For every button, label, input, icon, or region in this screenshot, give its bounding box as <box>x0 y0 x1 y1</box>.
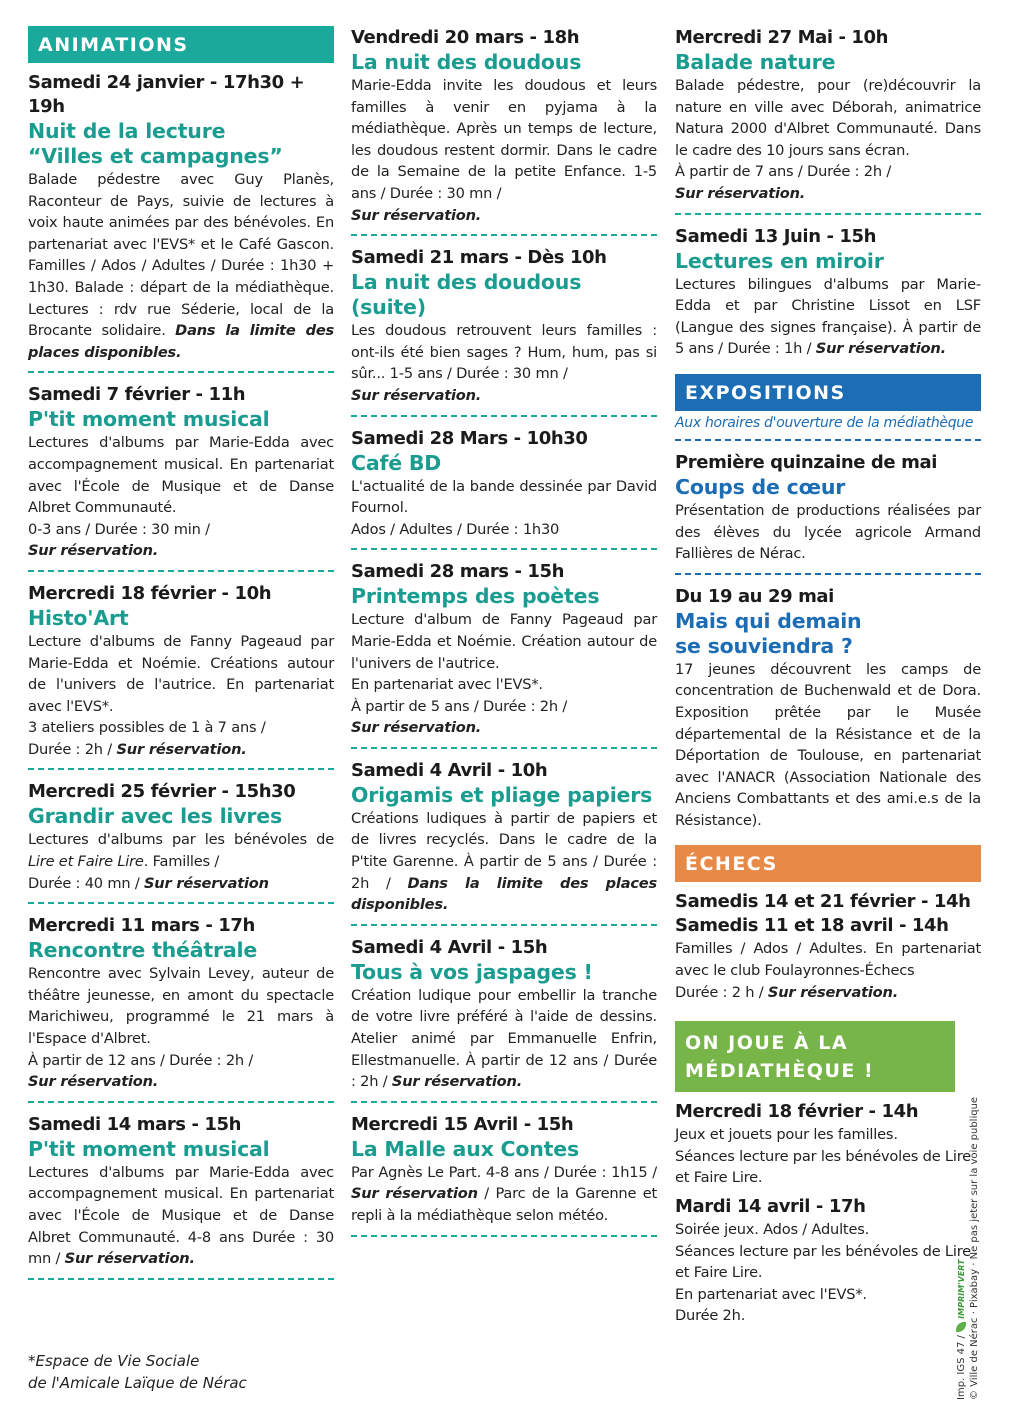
text-segment: Durée : 2h / <box>28 740 117 758</box>
dashed-divider <box>28 1278 334 1280</box>
event-date: Samedi 28 Mars - 10h30 <box>351 427 588 449</box>
description-paragraph <box>675 659 981 832</box>
description-paragraph <box>351 985 657 1093</box>
event-date: Samedi 14 mars - 15h <box>28 1113 242 1135</box>
event-date: Vendredi 20 mars - 18h <box>351 27 580 48</box>
event-description <box>675 274 981 360</box>
dashed-divider <box>351 1101 657 1103</box>
section-header: ÉCHECS <box>675 845 981 882</box>
description-paragraph <box>351 1162 657 1227</box>
text-segment: En partenariat avec l'EVS*. <box>351 676 543 694</box>
emphasis-text: Sur réservation <box>351 1185 478 1203</box>
emphasis-text: Sur réservation. <box>28 1073 159 1091</box>
description-paragraph <box>351 696 657 718</box>
emphasis-text: Sur réservation. <box>351 719 482 737</box>
event-date: Mercredi 15 Avril - 15h <box>351 1113 574 1135</box>
emphasis-text: Lire et Faire Lire <box>28 853 144 871</box>
event-title: La nuit des doudous (suite) <box>351 270 582 320</box>
description-paragraph <box>675 982 981 1004</box>
event-description <box>28 631 334 761</box>
text-segment: Jeux et jouets pour les familles. <box>675 1126 898 1144</box>
text-segment: Créations ludiques à partir de papiers et de livres recyclés. Dans le cadre de la P'tite Garenne. À partir de 5 ans / Durée : 2h / <box>351 809 657 892</box>
event-item <box>675 1195 981 1327</box>
description-paragraph <box>351 320 657 385</box>
description-paragraph <box>675 1146 981 1189</box>
description-paragraph <box>28 169 334 363</box>
emphasis-text: Sur réservation. <box>767 983 899 1001</box>
event-date: Première quinzaine de mai <box>675 451 937 473</box>
event-date: Samedi 13 Juin - 15h <box>675 225 877 247</box>
event-description <box>675 500 981 565</box>
description-paragraph <box>675 1284 981 1306</box>
description-paragraph <box>28 1050 334 1072</box>
text-segment: Lectures d'albums par Marie-Edda avec accompagnement musical. En partenariat avec l'École de Musique et de Danse Albret Communauté. <box>28 434 334 517</box>
event-date: Samedi 28 mars - 15h <box>351 561 565 583</box>
event-title: P'tit moment musical <box>28 1136 270 1161</box>
dashed-divider <box>675 213 981 215</box>
event-item <box>351 936 657 1093</box>
event-title: Histo'Art <box>28 605 129 630</box>
dashed-divider <box>28 768 334 770</box>
event-description <box>675 1219 981 1327</box>
description-paragraph <box>28 873 334 895</box>
text-segment: Séances lecture par les bénévoles de Lire et Faire Lire. <box>675 1242 971 1282</box>
event-title: Rencontre théâtrale <box>28 938 258 963</box>
event-item <box>28 1113 334 1270</box>
description-paragraph <box>675 183 981 205</box>
section-header: EXPOSITIONS <box>675 374 981 411</box>
event-title: Mais qui demain <box>675 608 862 633</box>
text-segment: Rencontre avec Sylvain Levey, auteur de théâtre jeunesse, en amont du spectacle Marichiweu, programmé le 21 mars à l'Espace d'Albret. <box>28 965 334 1048</box>
dashed-divider <box>675 573 981 575</box>
description-paragraph <box>675 1241 981 1284</box>
event-date: Samedi 21 mars - Dès 10h <box>351 247 607 269</box>
text-segment: Lecture d'album de Fanny Pageaud par Marie-Edda et Noémie. Création autour de l'univers de l'autrice. <box>351 611 657 672</box>
event-description <box>351 609 657 739</box>
event-title: se souviendra ? <box>675 633 853 658</box>
event-title: Café BD <box>351 450 442 475</box>
text-segment: À partir de 5 ans / Durée : 2h / <box>351 697 568 715</box>
event-date: Du 19 au 29 mai <box>675 585 834 607</box>
event-date: Mercredi 11 mars - 17h <box>28 915 255 937</box>
dashed-divider <box>351 924 657 926</box>
dashed-divider <box>28 570 334 572</box>
column-middle <box>351 26 657 1247</box>
text-segment: À partir de 7 ans / Durée : 2h / <box>675 163 892 181</box>
description-paragraph <box>675 1305 981 1327</box>
dashed-divider <box>351 415 657 417</box>
text-segment: / Parc de la Garenne et repli à la médiathèque selon météo. <box>351 1185 657 1224</box>
description-paragraph <box>675 75 981 161</box>
event-date: Samedis 11 et 18 avril - 14h <box>675 915 949 937</box>
text-segment: Durée : 2 h / <box>675 983 768 1001</box>
description-paragraph <box>351 674 657 696</box>
event-description <box>351 320 657 406</box>
dashed-divider <box>351 548 657 550</box>
column-right <box>675 26 981 1333</box>
description-paragraph <box>28 432 334 518</box>
description-paragraph <box>675 500 981 565</box>
dashed-divider <box>351 747 657 749</box>
imprimvert-logo: IMPRIM'VERT <box>957 1259 966 1319</box>
description-paragraph <box>28 829 334 872</box>
emphasis-text: Dans la limite des places disponibles. <box>351 874 657 914</box>
emphasis-text: Sur réservation <box>144 874 269 892</box>
description-paragraph <box>28 540 334 562</box>
event-item <box>28 780 334 894</box>
event-date: Samedi 24 janvier - 17h30 + 19h <box>28 72 305 117</box>
event-item <box>28 582 334 761</box>
event-title: Coups de cœur <box>675 474 846 499</box>
description-paragraph <box>351 75 657 205</box>
description-paragraph <box>675 1124 981 1146</box>
description-paragraph <box>351 385 657 407</box>
description-paragraph <box>351 205 657 227</box>
event-title: La nuit des doudous <box>351 50 582 74</box>
text-segment: Balade pédestre, pour (re)découvrir la nature en ville avec Déborah, animatrice Natura 2000 d'Albret Communauté. Dans le cadre des 10 jours sans écran. <box>675 77 981 159</box>
event-title: Lectures en miroir <box>675 248 884 273</box>
text-segment: Familles / Ados / Adultes. En partenariat avec le club Foulayronnes-Échecs <box>675 940 981 980</box>
event-title: “Villes et campagnes” <box>28 144 283 168</box>
event-title: Tous à vos jaspages ! <box>351 959 593 984</box>
description-paragraph <box>28 631 334 717</box>
description-paragraph <box>351 476 657 519</box>
event-item <box>28 383 334 562</box>
description-paragraph <box>675 1219 981 1241</box>
text-segment: Marie-Edda invite les doudous et leurs familles à venir en pyjama à la médiathèque. Après un temps de lecture, les doudous restent dormir. Dans le cadre de la Semaine de la petite Enfance. 1-5 ans / Durée : 30 mn / <box>351 77 657 202</box>
text-segment: Lectures d'albums par les bénévoles de <box>28 831 334 849</box>
event-date: Samedi 4 Avril - 10h <box>351 759 548 781</box>
event-item <box>351 759 657 916</box>
event-item <box>675 585 981 832</box>
event-item <box>675 1100 981 1189</box>
dashed-divider <box>28 902 334 904</box>
event-description <box>351 985 657 1093</box>
description-paragraph <box>675 274 981 360</box>
event-title: Origamis et pliage papiers <box>351 782 653 807</box>
text-segment: 0-3 ans / Durée : 30 min / <box>28 520 210 538</box>
description-paragraph <box>675 938 981 981</box>
section-header: ON JOUE À LA MÉDIATHÈQUE ! <box>675 1021 955 1092</box>
event-description <box>351 808 657 916</box>
event-description <box>28 829 334 894</box>
footnote-line: *Espace de Vie Sociale <box>28 1352 200 1370</box>
event-title: Balade nature <box>675 50 836 74</box>
dashed-divider <box>351 234 657 236</box>
dashed-divider <box>28 1101 334 1103</box>
description-paragraph <box>28 519 334 541</box>
event-date: Samedis 14 et 21 février - 14h <box>675 891 971 913</box>
event-item <box>351 427 657 541</box>
event-item <box>351 560 657 739</box>
emphasis-text: Sur réservation. <box>64 1250 195 1268</box>
emphasis-text: Sur réservation. <box>391 1073 523 1091</box>
printer-text: Imp. IGS 47 <box>956 1341 967 1400</box>
text-segment: Création ludique pour embellir la tranche de votre livre préféré à l'aide de dessins. Atelier animé par Emmanuelle Enfrin, Ellestmanuelle. À partir de 12 ans / Durée : 2h / <box>351 986 657 1091</box>
text-segment: L'actualité de la bande dessinée par David Fournol. <box>351 477 657 517</box>
description-paragraph <box>351 519 657 541</box>
event-date: Samedi 7 février - 11h <box>28 384 246 406</box>
description-paragraph <box>28 1071 334 1093</box>
text-segment: Les doudous retrouvent leurs familles : ont-ils été bien sages ? Hum, hum, pas si sûr... 1-5 ans / Durée : 30 mn / <box>351 322 657 383</box>
text-segment: En partenariat avec l'EVS*. <box>675 1285 867 1303</box>
section-header: ANIMATIONS <box>28 26 334 63</box>
event-description <box>351 1162 657 1227</box>
description-paragraph <box>28 739 334 761</box>
emphasis-text: Sur réservation. <box>116 740 247 758</box>
footnote-line: de l'Amicale Laïque de Nérac <box>28 1374 247 1392</box>
event-item <box>351 26 657 226</box>
text-segment: Ados / Adultes / Durée : 1h30 <box>351 520 560 538</box>
emphasis-text: Sur réservation. <box>351 206 482 224</box>
section-subtitle: Aux horaires d'ouverture de la médiathèque <box>675 414 974 431</box>
description-paragraph <box>351 717 657 739</box>
description-paragraph <box>28 1162 334 1270</box>
event-item <box>675 451 981 565</box>
text-segment: Durée 2h. <box>675 1307 746 1325</box>
emphasis-text: Sur réservation. <box>815 340 946 358</box>
event-date: Mercredi 25 février - 15h30 <box>28 781 296 803</box>
event-description <box>28 1162 334 1270</box>
text-segment: À partir de 12 ans / Durée : 2h / <box>28 1051 254 1069</box>
dashed-divider <box>675 439 981 441</box>
description-paragraph <box>675 161 981 183</box>
event-item <box>28 71 334 363</box>
text-segment: Par Agnès Le Part. 4-8 ans / Durée : 1h15 / <box>351 1163 657 1181</box>
emphasis-text: Dans la limite des places disponibles. <box>28 322 335 361</box>
imprimvert-leaf-icon <box>956 1322 966 1332</box>
event-item <box>351 1113 657 1227</box>
event-description <box>28 963 334 1093</box>
event-date: Mercredi 27 Mai - 10h <box>675 27 889 48</box>
emphasis-text: Sur réservation. <box>351 386 482 404</box>
text-segment: 17 jeunes découvrent les camps de concentration de Buchenwald et de Dora. Exposition prêtée par le Musée départemental de la Résistance et de la Déportation de Toulouse, en partenariat avec l'ANACR (Association Nationale des Anciens Combattants et des ami.e.s de la Résistance). <box>675 660 981 829</box>
event-item <box>675 26 981 205</box>
text-segment: Séances lecture par les bénévoles de Lire et Faire Lire. <box>675 1147 971 1187</box>
event-date: Samedi 4 Avril - 15h <box>351 936 548 958</box>
event-description <box>675 1124 981 1189</box>
dashed-divider <box>351 1235 657 1237</box>
text-segment: Lectures bilingues d'albums par Marie-Edda et par Christine Lissot en LSF (Langue des signes française). À partir de 5 ans / Durée : 1h / <box>675 275 981 358</box>
event-title: Nuit de la lecture <box>28 119 226 143</box>
dashed-divider <box>28 371 334 373</box>
description-paragraph <box>28 717 334 739</box>
text-segment: Durée : 40 mn / <box>28 874 144 892</box>
event-item <box>28 914 334 1093</box>
text-segment: 3 ateliers possibles de 1 à 7 ans / <box>28 719 266 737</box>
text-segment: Balade pédestre avec Guy Planès, Raconteur de Pays, suivie de lectures à voix haute animées par des bénévoles. En partenariat avec l'EVS* et le Café Gascon. Familles / Ados / Adultes / Durée : 1h30 + 1h30. Balade : départ de la médiathèque. Lectures : rdv rue Séderie, local de la Brocante solidaire. <box>28 171 334 340</box>
event-date: Mercredi 18 février - 10h <box>28 582 272 604</box>
description-paragraph <box>28 963 334 1049</box>
description-paragraph <box>351 609 657 674</box>
column-left <box>28 26 334 1290</box>
text-segment: Lectures d'albums par Marie-Edda avec accompagnement musical. En partenariat avec l'École de Musique et de Danse Albret Communauté. 4-8 ans Durée : 30 mn / <box>28 1163 334 1268</box>
event-description <box>675 938 981 1003</box>
footnote <box>28 1350 247 1394</box>
event-title: Grandir avec les livres <box>28 804 283 829</box>
emphasis-text: Sur réservation. <box>675 184 806 202</box>
event-date: Mardi 14 avril - 17h <box>675 1196 866 1218</box>
print-credits: Imp. IGS 47 / IMPRIM'VERT © Ville de Nérac · Pixabay · Ne pas jeter sur la voie publique <box>956 1096 980 1400</box>
event-description <box>28 432 334 562</box>
event-title: La Malle aux Contes <box>351 1136 579 1161</box>
event-description <box>675 75 981 205</box>
event-date: Mercredi 18 février - 14h <box>675 1101 919 1123</box>
event-title: Printemps des poètes <box>351 584 600 609</box>
event-description <box>351 476 657 541</box>
emphasis-text: Sur réservation. <box>28 542 159 560</box>
event-title: P'tit moment musical <box>28 407 270 432</box>
event-item <box>675 225 981 360</box>
text-segment: . Familles / <box>143 853 220 871</box>
event-item <box>675 890 981 1003</box>
text-segment: Présentation de productions réalisées par des élèves du lycée agricole Armand Fallières de Nérac. <box>675 501 981 563</box>
event-description <box>28 169 334 363</box>
text-segment: Lecture d'albums de Fanny Pageaud par Marie-Edda et Noémie. Créations autour de l'univers de l'autrice. En partenariat avec l'EVS*. <box>28 632 334 715</box>
event-description <box>351 75 657 226</box>
description-paragraph <box>351 808 657 916</box>
credits-line: © Ville de Nérac · Pixabay · Ne pas jeter sur la voie publique <box>969 1096 980 1400</box>
event-description <box>675 659 981 832</box>
event-item <box>351 246 657 406</box>
text-segment: Soirée jeux. Ados / Adultes. <box>675 1221 870 1239</box>
